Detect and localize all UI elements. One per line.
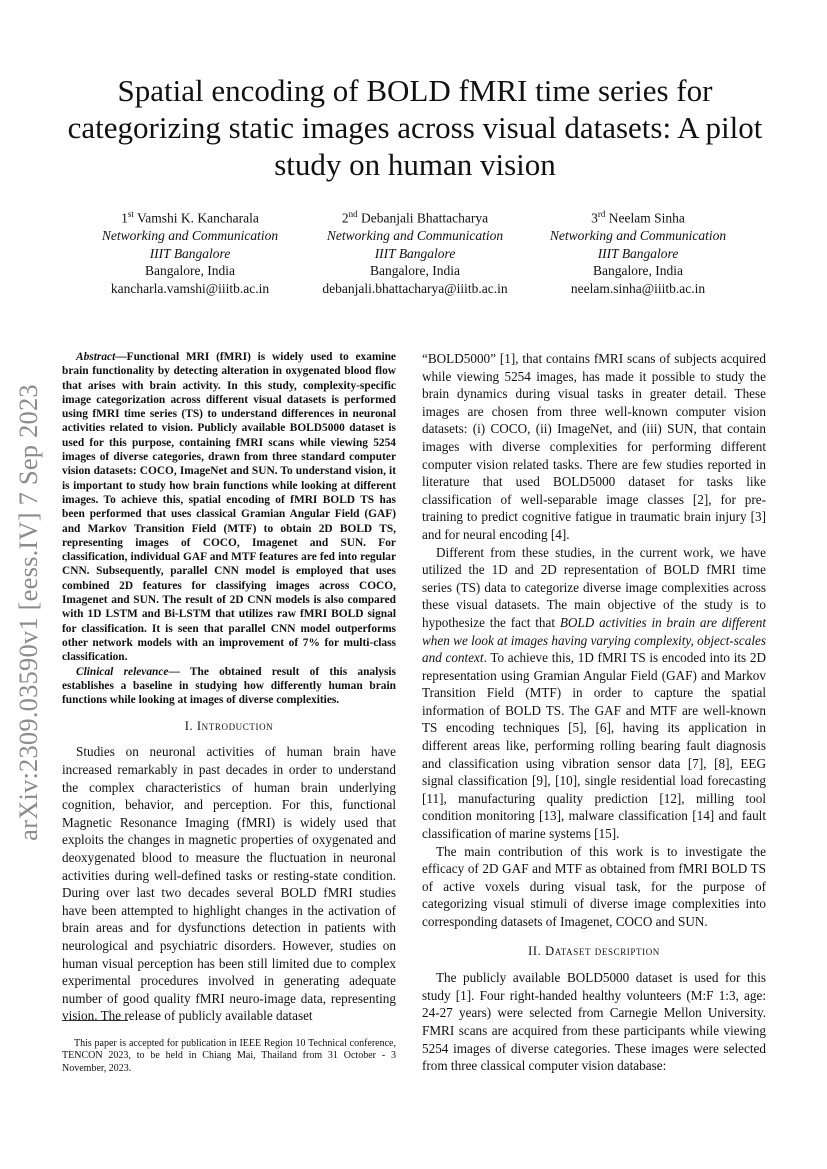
abstract-label: Abstract [76, 351, 116, 363]
author-department: Networking and Communication [549, 228, 727, 243]
intro-paragraph-1: Studies on neuronal activities of human brain have increased remarkably in past decades in order to understand the complex characteristics of human brain underlying cognition, behavior, and perception. For this, functional Magnetic Resonance Imaging (fMRI) is widely used that exploits the changes in magnetic properties of oxygenated and deoxygenated blood to measure the fluctuation in neuronal activities during well-defined tasks or resting-state condition. During over last two decades several BOLD fMRI studies have been attempted to highlight changes in the activation of brain areas and for dysfunctions detection in patients with neurological and psychiatric disorders. However, studies on human visual perception has been still limited due to complex experimental procedures involved in generating adequate number of good quality fMRI neuro-image data, representing vision. The release of publicly available dataset [62, 744, 396, 1024]
author-city: Bangalore, India [145, 263, 235, 278]
arxiv-identifier [5, 370, 51, 854]
author-email: debanjali.bhattacharya@iiitb.ac.in [322, 280, 508, 296]
author-city: Bangalore, India [593, 263, 683, 278]
arxiv-id-text: arXiv:2309.03590v1 [eess.IV] 7 Sep 2023 [12, 383, 43, 841]
author-email: kancharla.vamshi@iiitb.ac.in [110, 280, 270, 296]
author-block-2 [290, 206, 540, 297]
author-organization: IIIT Bangalore [149, 245, 231, 261]
author-name: 3rd Neelam Sinha [591, 209, 685, 226]
hypothesis-text: BOLD activities in brain are different when we look at images having varying complexity, object-scales and context [422, 614, 766, 666]
author-block-1 [65, 206, 315, 297]
intro-paragraph-2: Different from these studies, in the current work, we have utilized the 1D and 2D representation of BOLD fMRI time series (TS) data to categorize diverse image complexities across these visual datasets. The main objective of the study is to hypothesize the fact that BOLD activities in brain are different when we look at images having varying complexity, object-scales and context. To achieve this, 1D fMRI TS is encoded into its 2D representation using Gramian Angular Field (GAF) and Markov Transition Field (MTF) in order to capture the spatial information of BOLD TS. The GAF and MTF are well-known TS encoding techniques [5], [6], having its application in different areas like, performing rolling bearing fault diagnosis and classification using vibration sensor data [7], [8], EEG signal classification [9], [10], single residential load forecasting [11], manufacturing quality prediction [12], milling tool condition monitoring [13], malware classification [14] and fault classification of marine systems [15]. [422, 544, 766, 842]
author-email: neelam.sinha@iiitb.ac.in [570, 280, 706, 296]
author-department: Networking and Communication [101, 228, 279, 243]
clinical-text: — The obtained result of this analysis establishes a baseline in studying how differently human brain functions while looking at images of diverse complexities. [62, 665, 396, 707]
clinical-relevance [62, 665, 396, 708]
section-heading-dataset: II. Dataset description [528, 943, 660, 958]
abstract-text: —Functional MRI (fMRI) is widely used to examine brain functionality by detecting alteration in oxygenated blood flow that arises with brain activity. In this study, complexity-specific image categorization across different visual datasets is performed using fMRI time series (TS) to understand differences in neuronal activities related to vision. Publicly available BOLD5000 dataset is used for this purpose, containing fMRI scans while viewing 5254 images of diverse categories, drawn from three standard computer vision datasets: COCO, ImageNet and SUN. To understand vision, it is important to study how brain functions while looking at different images. To achieve this, spatial encoding of fMRI BOLD TS has been performed that uses classical Gramian Angular Field (GAF) and Markov Transition Field (MTF) to obtain 2D BOLD TS, representing images of COCO, Imagenet and SUN. For classification, individual GAF and MTF features are fed into regular CNN. Subsequently, parallel CNN model is employed that uses combined 2D features for classifying images across COCO, Imagenet and SUN. The result of 2D CNN models is also compared with 1D LSTM and Bi-LSTM that utilizes raw fMRI BOLD signal for classification. It is seen that parallel CNN model outperforms other network models with an improvement of 7% for multi-class classification. [62, 351, 396, 664]
author-city: Bangalore, India [370, 263, 460, 278]
right-column [422, 350, 766, 1075]
abstract [62, 350, 396, 665]
author-organization: IIIT Bangalore [597, 245, 679, 261]
author-name: 1st Vamshi K. Kancharala [121, 209, 259, 226]
paper-title: Spatial encoding of BOLD fMRI time series for categorizing static images across visual datasets: A pilot study on human vision [67, 73, 763, 182]
left-column [62, 350, 396, 1025]
intro-paragraph-1-continued: “BOLD5000” [1], that contains fMRI scans of subjects acquired while viewing 5254 images, has made it possible to study the brain dynamics during visual tasks in greater detail. These images are chosen from three well-known computer vision datasets: (i) COCO, (ii) ImageNet, and (iii) SUN, that contain images with diverse complexities for performing different computer vision related tasks. There are few studies reported in literature that used BOLD5000 dataset for tasks like classification of well-separable image classes [2], for pre-training to predict cognitive fatigue in traumatic brain injury [3] and for neural encoding [4]. [422, 351, 766, 542]
dataset-paragraph-1: The publicly available BOLD5000 dataset is used for this study [1]. Four right-handed healthy volunteers (M:F 1:3, age: 24-27 years) were selected from Carnegie Mellon University. FMRI scans are acquired from these participants while viewing 5254 images of diverse categories. These images were selected from three classical computer vision database: [422, 970, 766, 1074]
author-name: 2nd Debanjali Bhattacharya [341, 209, 489, 226]
author-organization: IIIT Bangalore [374, 245, 456, 261]
footnote: This paper is accepted for publication in IEEE Region 10 Technical conference, TENCON 2023, to be held in Chiang Mai, Thailand from 31 October - 3 November, 2023. [62, 1038, 396, 1074]
author-block-3 [513, 206, 763, 297]
intro-paragraph-3: The main contribution of this work is to investigate the efficacy of 2D GAF and MTF as obtained from fMRI BOLD TS of active voxels during visual task, for the purpose of categorizing visual stimuli of diverse image complexities into corresponding datasets of Imagenet, COCO and SUN. [422, 843, 766, 929]
footnote-rule [62, 1020, 128, 1021]
clinical-label: Clinical relevance [76, 665, 169, 678]
author-department: Networking and Communication [326, 228, 504, 243]
section-heading-introduction: I. Introduction [184, 719, 274, 734]
